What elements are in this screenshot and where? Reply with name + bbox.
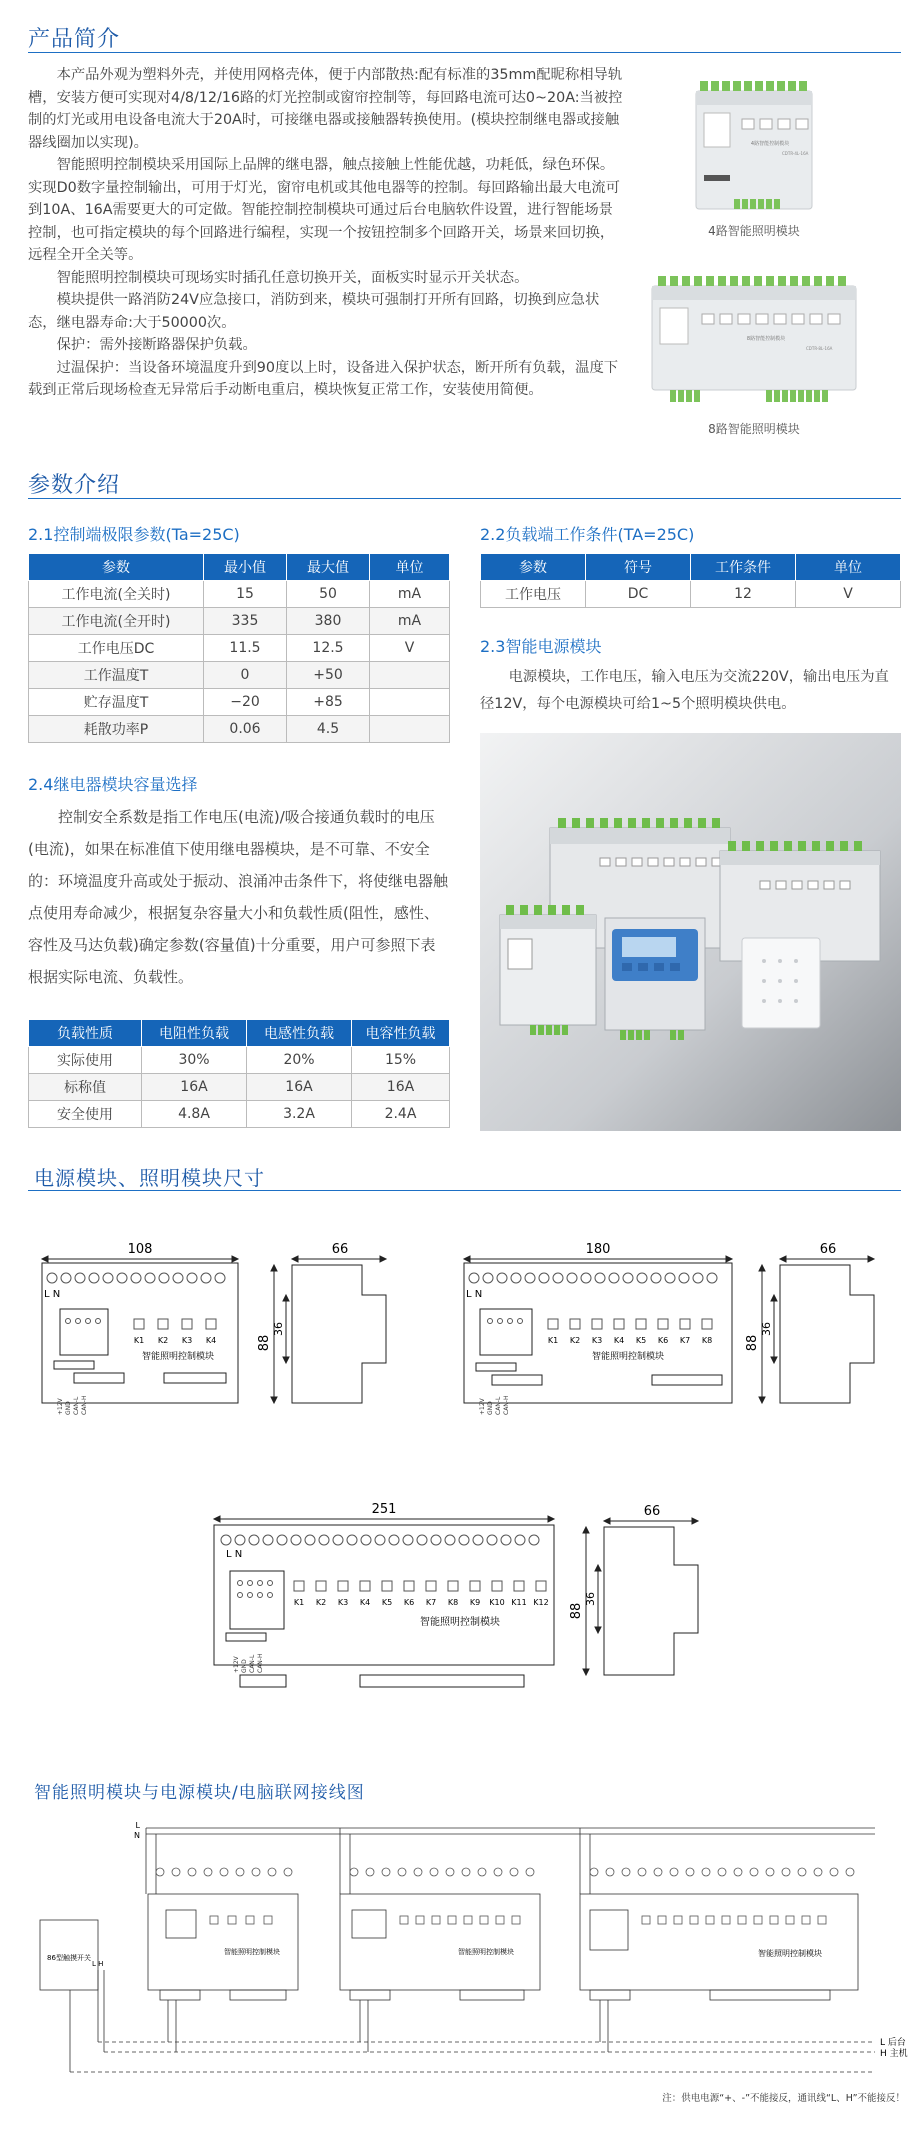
table-cell: 50 [287, 581, 370, 608]
intro-rule [28, 52, 901, 53]
key-label: K5 [635, 1336, 647, 1345]
table-cell: DC [586, 581, 691, 608]
terminal-label: CAN-H [503, 1395, 510, 1415]
table-header: 参数 [29, 554, 204, 581]
table-header: 电感性负载 [247, 1020, 352, 1047]
panel-lh-label: L H [92, 1960, 104, 1968]
wire-l-label: L [135, 1821, 140, 1830]
table-header: 最小值 [204, 554, 287, 581]
terminal-label: CAN-H [81, 1395, 88, 1415]
width-label: 180 [585, 1242, 611, 1257]
table-header: 工作条件 [691, 554, 796, 581]
table-header: 电容性负载 [352, 1020, 450, 1047]
table-cell: +50 [287, 662, 370, 689]
depth-label: 66 [643, 1504, 661, 1519]
table-cell: 工作电压DC [29, 635, 204, 662]
key-label: K10 [489, 1598, 505, 1607]
table-cell: 耗散功率P [29, 716, 204, 743]
limit-params-table [28, 553, 450, 743]
key-label: K2 [157, 1336, 169, 1345]
table-cell: 16A [352, 1074, 450, 1101]
table-cell: 4.5 [287, 716, 370, 743]
terminal-label: GND [241, 1659, 248, 1673]
side-view-12way [569, 1504, 704, 1695]
table-cell: mA [370, 608, 450, 635]
product-model-8way: CDTR-8L-16A [806, 346, 833, 351]
key-label: K9 [469, 1598, 481, 1607]
inner-height-label: 36 [760, 1322, 773, 1336]
intro-paragraph: 保护：需外接断路器保护负载。 [56, 337, 257, 353]
relay-capacity-table [28, 1019, 450, 1128]
wiring-note: 注：供电电源“+、-”不能接反，通讯线“L、H”不能接反！ [662, 2093, 905, 2104]
intro-paragraph: 过温保护：当设备环境温度升到90度以上时，设备进入保护状态，断开所有负载，温度下载到正常后现场检查无异常后手动断电重启，模块恢复正常工作，安装使用简便。 [28, 359, 619, 398]
key-label: K4 [205, 1336, 217, 1345]
height-label: 88 [745, 1334, 760, 1352]
intro-paragraph: 智能照明控制模块采用国际上品牌的继电器，触点接触上性能优越，功耗低，绿色环保。实现D0数字量控制输出，可用于灯光，窗帘电机或其他电器等的控制。每回路输出最大电流可到10A、16A需要更大的可定做。智能控制控制模块可通过后台电脑软件设置，进行智能场景控制，也可指定模块的每个回路进行编程，实现一个按钮控制多个回路开关，场景来回切换，远程全开全关等。 [28, 157, 620, 263]
terminal-label: CAN-H [257, 1653, 264, 1673]
table-row [29, 581, 450, 608]
table-cell: 12.5 [287, 635, 370, 662]
module-label: 智能照明控制模块 [420, 1617, 500, 1628]
key-label: K3 [337, 1598, 349, 1607]
load-conditions-table [480, 553, 901, 608]
table-row [29, 608, 450, 635]
table-header: 电阻性负载 [142, 1020, 247, 1047]
table-cell: 工作电压 [481, 581, 586, 608]
table-cell: 380 [287, 608, 370, 635]
bus-l-label: L 后台 [880, 2038, 906, 2048]
table-cell: 30% [142, 1047, 247, 1074]
table-cell: V [370, 635, 450, 662]
depth-label: 66 [819, 1242, 837, 1257]
s23-text [480, 664, 901, 718]
product-image-8way [646, 268, 862, 408]
wiring-title: 智能照明模块与电源模块/电脑联网接线图 [34, 1783, 365, 1803]
params-rule [28, 498, 901, 499]
key-label: K11 [511, 1598, 527, 1607]
height-label: 88 [257, 1334, 272, 1352]
module-label: 智能照明控制模块 [758, 1949, 822, 1958]
key-label: K1 [547, 1336, 559, 1345]
key-label: K1 [133, 1336, 145, 1345]
height-label: 88 [569, 1602, 584, 1620]
bus-h-label: H 主机 [880, 2049, 908, 2059]
ln-label: L N [44, 1289, 61, 1300]
table-header: 单位 [796, 554, 901, 581]
s23-title: 2.3智能电源模块 [480, 637, 602, 656]
intro-title: 产品简介 [28, 27, 121, 52]
table-row [29, 1074, 450, 1101]
key-label: K2 [569, 1336, 581, 1345]
ln-label: L N [226, 1549, 243, 1560]
table-row [29, 662, 450, 689]
table-cell: 2.4A [352, 1101, 450, 1128]
terminal-label: +12V [479, 1398, 486, 1415]
wiring-diagram [30, 1820, 908, 2090]
table-cell: 16A [142, 1074, 247, 1101]
product-group-photo [480, 733, 901, 1131]
table-row [29, 1101, 450, 1128]
key-label: K7 [679, 1336, 691, 1345]
key-label: K5 [381, 1598, 393, 1607]
key-label: K4 [613, 1336, 625, 1345]
s24-title: 2.4继电器模块容量选择 [28, 775, 198, 794]
table-row [29, 689, 450, 716]
table-cell: 工作温度T [29, 662, 204, 689]
table-cell: mA [370, 581, 450, 608]
s24-paragraph: 控制安全系数是指工作电压(电流)/吸合接通负载时的电压(电流)，如果在标准值下使用继电器模块，是不可靠、不安全的：环境温度升高或处于振动、浪涌冲击条件下，将使继电器触点使用寿命减少，根据复杂容量大小和负载性质(阻性，感性、容性及马达负载)确定参数(容量值)十分重要，用户可参照下表根据实际电流、负载性。 [28, 808, 449, 986]
dimension-drawing-4way [40, 1243, 250, 1443]
table-cell: +85 [287, 689, 370, 716]
intro-paragraph: 模块提供一路消防24V应急接口，消防到来，模块可强制打开所有回路，切换到应急状态，继电器寿命:大于50000次。 [28, 292, 600, 331]
t22-title: 2.2负载端工作条件(TA=25C) [480, 525, 695, 544]
terminal-label: GND [487, 1401, 494, 1415]
table-row [29, 1047, 450, 1074]
table-cell [370, 716, 450, 743]
table-cell: 15% [352, 1047, 450, 1074]
dims-title: 电源模块、照明模块尺寸 [34, 1166, 265, 1190]
ln-label: L N [466, 1289, 483, 1300]
module-label: 智能照明控制模块 [591, 1352, 665, 1362]
inner-height-label: 36 [272, 1322, 285, 1336]
key-label: K8 [701, 1336, 713, 1345]
table-cell: 工作电流(全开时) [29, 608, 204, 635]
module-label: 智能照明控制模块 [458, 1948, 514, 1956]
dimension-drawing-12way [210, 1502, 560, 1705]
width-label: 251 [371, 1502, 397, 1517]
product-image-4way [690, 75, 818, 215]
terminal-label: +12V [233, 1656, 240, 1673]
s23-paragraph: 电源模块，工作电压，输入电压为交流220V，输出电压为直径12V，每个电源模块可给1~5个照明模块供电。 [480, 669, 889, 712]
table-header: 负载性质 [29, 1020, 142, 1047]
terminal-label: CAN-L [495, 1396, 502, 1415]
table-cell: 3.2A [247, 1101, 352, 1128]
key-label: K2 [315, 1598, 327, 1607]
width-label: 108 [127, 1242, 153, 1257]
terminal-label: GND [65, 1401, 72, 1415]
table-cell: 安全使用 [29, 1101, 142, 1128]
table-cell: 工作电流(全关时) [29, 581, 204, 608]
dimension-drawing-8way [462, 1243, 742, 1443]
table-cell: 标称值 [29, 1074, 142, 1101]
module-label: 智能照明控制模块 [224, 1948, 280, 1956]
table-cell: −20 [204, 689, 287, 716]
key-label: K6 [657, 1336, 669, 1345]
intro-paragraph: 智能照明控制模块可现场实时插孔任意切换开关，面板实时显示开关状态。 [56, 269, 529, 286]
table-cell: 贮存温度T [29, 689, 204, 716]
table-cell: 实际使用 [29, 1047, 142, 1074]
product-caption-4way: 4路智能照明模块 [708, 224, 800, 238]
key-label: K7 [425, 1598, 437, 1607]
product-label-8way: 8路智能控制模块 [746, 336, 786, 342]
terminal-label: CAN-L [249, 1654, 256, 1673]
table-cell: 15 [204, 581, 287, 608]
intro-paragraph: 本产品外观为塑料外壳，并使用网格壳体，便于内部散热:配有标准的35mm配昵称相导轨槽，安装方便可实现对4/8/12/16路的灯光控制或窗帘控制等，每回路电流可达0~20A:当被控制的灯光或用电设备电流大于20A时，可接继电器或接触器转换使用。(模块控制继电器或接触器线圈加以实现)。 [28, 67, 623, 151]
product-label-4way: 4路智能控制模块 [750, 141, 790, 147]
intro-text [28, 64, 626, 402]
side-view-4way [257, 1242, 392, 1423]
terminal-label: CAN-L [73, 1396, 80, 1415]
key-label: K12 [533, 1598, 549, 1607]
key-label: K1 [293, 1598, 305, 1607]
depth-label: 66 [331, 1242, 349, 1257]
table-header: 单位 [370, 554, 450, 581]
table-cell: 20% [247, 1047, 352, 1074]
table-row [29, 716, 450, 743]
table-cell: 0.06 [204, 716, 287, 743]
t21-title: 2.1控制端极限参数(Ta=25C) [28, 525, 240, 544]
table-header: 最大值 [287, 554, 370, 581]
s24-text [28, 801, 450, 993]
table-cell [370, 689, 450, 716]
wire-n-label: N [134, 1831, 140, 1840]
params-title: 参数介绍 [28, 473, 121, 498]
table-cell [370, 662, 450, 689]
key-label: K3 [181, 1336, 193, 1345]
table-cell: V [796, 581, 901, 608]
terminal-label: +12V [57, 1398, 64, 1415]
table-row [29, 635, 450, 662]
key-label: K3 [591, 1336, 603, 1345]
table-cell: 335 [204, 608, 287, 635]
table-header: 符号 [586, 554, 691, 581]
key-label: K4 [359, 1598, 371, 1607]
table-cell: 11.5 [204, 635, 287, 662]
table-cell: 4.8A [142, 1101, 247, 1128]
table-cell: 0 [204, 662, 287, 689]
table-header: 参数 [481, 554, 586, 581]
table-row [481, 581, 901, 608]
table-cell: 16A [247, 1074, 352, 1101]
dims-rule [28, 1190, 901, 1191]
inner-height-label: 36 [584, 1592, 597, 1606]
module-label: 智能照明控制模块 [141, 1352, 215, 1362]
product-model-4way: CDTR-4L-16A [782, 151, 809, 156]
table-cell: 12 [691, 581, 796, 608]
key-label: K8 [447, 1598, 459, 1607]
touch-panel-label: 86型触摸开关 [47, 1954, 91, 1962]
key-label: K6 [403, 1598, 415, 1607]
side-view-8way [745, 1242, 880, 1423]
product-caption-8way: 8路智能照明模块 [708, 422, 800, 436]
